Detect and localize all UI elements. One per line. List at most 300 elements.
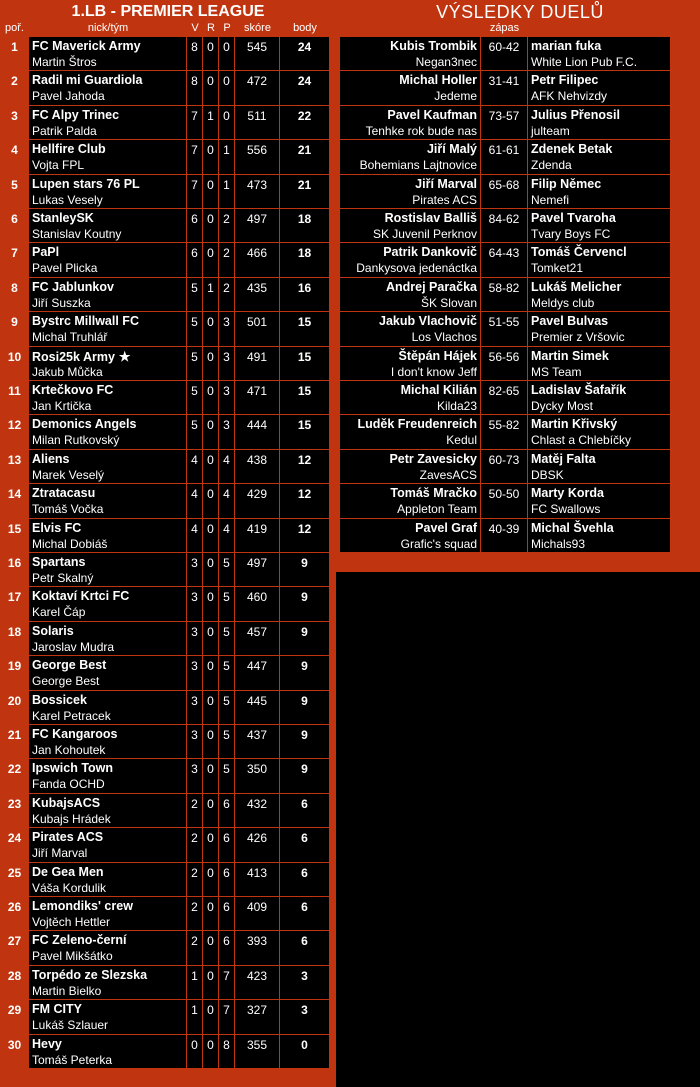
team-name: Hevy [32,1036,62,1051]
away-team: White Lion Pub F.C. [531,55,638,69]
points-cell: 9 [280,759,330,793]
away-team: Tomket21 [531,261,584,276]
draws-cell: 0 [203,553,219,587]
draws-cell: 1 [203,278,219,312]
team-cell [29,278,187,312]
home-manager: Luděk Freudenreich [357,417,477,432]
team-name: FM CITY [32,1002,82,1017]
score-cell: 423 [235,966,280,1000]
wins-cell: 3 [187,691,203,725]
home-team: Appleton Team [397,502,477,517]
wins-cell: 3 [187,656,203,690]
wins-cell: 5 [187,381,203,415]
draws-cell: 0 [203,725,219,759]
player-name: Marek Veselý [32,467,105,482]
away-manager: Petr Filipec [531,73,599,88]
match-score: 65-68 [481,175,528,209]
header-rank: poř. [5,22,24,34]
table-row [0,1035,336,1069]
away-cell [528,519,670,553]
team-name: FC Maverick Army [32,39,141,53]
team-cell [29,519,187,553]
player-name: Karel Petracek [32,708,111,723]
team-name: Hellfire Club [32,142,106,157]
team-name: Elvis FC [32,520,82,535]
draws-cell: 0 [203,175,219,209]
away-team: FC Swallows [531,502,601,517]
away-cell [528,381,670,415]
match-score: 73-57 [481,106,528,140]
standings-title: 1.LB - PREMIER LEAGUE [71,3,265,20]
rank-cell: 7 [11,246,18,261]
table-row [0,37,336,71]
rank-cell: 12 [7,418,22,433]
team-name: Aliens [32,451,70,466]
team-name: Bossicek [32,692,87,707]
header-draws: R [207,22,215,34]
home-manager: Jakub Vlachovič [379,314,477,329]
rank-cell: 22 [7,762,22,777]
home-team: ŠK Slovan [420,295,477,310]
home-team: Kilda23 [436,399,477,413]
wins-cell: 2 [187,931,203,965]
draws-cell: 0 [203,587,219,621]
match-score: 64-43 [481,243,528,277]
team-cell [29,243,187,277]
duel-row [340,347,670,381]
home-manager: Michal Kilián [400,383,477,397]
losses-cell: 0 [219,37,235,71]
match-score: 40-39 [481,519,528,553]
team-cell [29,897,187,931]
home-manager: Rostislav Balliš [384,211,477,225]
player-name: Karel Čáp [32,605,86,620]
losses-cell: 3 [219,312,235,346]
duel-row [340,519,670,553]
rank-cell: 17 [7,590,22,605]
wins-cell: 3 [187,759,203,793]
points-cell: 9 [280,553,330,587]
score-cell: 419 [235,519,280,553]
team-name: George Best [32,658,107,673]
team-name: Lemondiks' crew [32,899,133,913]
away-manager: Pavel Tvaroha [531,211,616,225]
rank-cell: 4 [11,143,18,158]
header-name: nick/tým [87,22,129,34]
score-cell: 447 [235,656,280,690]
wins-cell: 7 [187,106,203,140]
player-name: Stanislav Koutny [32,227,122,241]
losses-cell: 7 [219,1000,235,1034]
rank-cell: 19 [7,659,22,674]
table-row [0,587,336,621]
duel-row [340,450,670,484]
away-cell [528,415,670,449]
team-name: Radil mi Guardiola [32,73,143,88]
points-cell: 9 [280,656,330,690]
draws-cell: 0 [203,484,219,518]
match-score: 55-82 [481,415,528,449]
team-name: Pirates ACS [32,830,104,845]
away-team: Nemefi [531,192,570,207]
draws-cell: 0 [203,759,219,793]
home-manager: Pavel Kaufman [387,107,477,122]
home-team: I don't know Jeff [390,364,477,379]
home-team: Dankysova jedenáctka [356,261,477,276]
wins-cell: 2 [187,863,203,897]
wins-cell: 1 [187,966,203,1000]
draws-cell: 0 [203,415,219,449]
score-cell: 501 [235,312,280,346]
team-name: De Gea Men [32,864,104,879]
points-cell: 12 [280,484,330,518]
player-name: Martin Štros [32,55,97,69]
home-team: Bohemians Lajtnovice [359,158,477,173]
losses-cell: 5 [219,656,235,690]
away-manager: marian fuka [531,39,602,53]
wins-cell: 7 [187,175,203,209]
draws-cell: 0 [203,312,219,346]
losses-cell: 3 [219,381,235,415]
points-cell: 9 [280,725,330,759]
team-cell [29,1035,187,1069]
away-manager: Michal Švehla [531,520,614,535]
team-cell [29,140,187,174]
match-score: 60-73 [481,450,528,484]
draws-cell: 0 [203,450,219,484]
rank-cell: 29 [7,1003,22,1018]
losses-cell: 2 [219,209,235,243]
score-cell: 432 [235,794,280,828]
rank-cell: 25 [7,865,22,880]
score-cell: 438 [235,450,280,484]
rank-cell: 28 [7,968,22,983]
score-cell: 355 [235,1035,280,1069]
team-name: PaPl [32,245,60,260]
team-cell [29,656,187,690]
team-cell [29,209,187,243]
team-name: StanleySK [32,211,94,225]
team-name: Ztratacasu [32,486,96,501]
player-name: Lukas Vesely [32,192,103,207]
losses-cell: 6 [219,897,235,931]
duel-row [340,278,670,312]
wins-cell: 3 [187,725,203,759]
points-cell: 6 [280,863,330,897]
away-manager: Filip Němec [531,176,602,191]
away-cell [528,312,670,346]
home-cell [340,415,481,449]
score-cell: 409 [235,897,280,931]
score-cell: 497 [235,553,280,587]
losses-cell: 6 [219,931,235,965]
rank-cell: 9 [11,315,18,330]
player-name: Pavel Jahoda [32,89,105,104]
losses-cell: 7 [219,966,235,1000]
duel-row [340,175,670,209]
rank-cell: 21 [7,728,22,742]
table-row [0,553,336,587]
match-score: 60-42 [481,37,528,71]
rank-cell: 3 [11,108,18,123]
player-name: Patrik Palda [32,123,97,138]
wins-cell: 5 [187,312,203,346]
match-score: 31-41 [481,71,528,105]
player-name: Fanda OCHD [32,777,105,792]
away-team: Tvary Boys FC [531,227,611,241]
home-team: ZavesACS [419,467,477,482]
home-manager: Andrej Paračka [385,279,477,294]
away-cell [528,37,670,71]
rank-cell: 8 [11,280,18,295]
losses-cell: 1 [219,140,235,174]
points-cell: 21 [280,175,330,209]
points-cell: 24 [280,71,330,105]
team-name: Rosi25k Army ★ [32,348,131,364]
away-cell [528,278,670,312]
losses-cell: 0 [219,106,235,140]
draws-cell: 0 [203,966,219,1000]
wins-cell: 6 [187,209,203,243]
player-name: Váša Kordulik [32,880,107,895]
score-cell: 429 [235,484,280,518]
rank-cell: 27 [7,934,22,949]
home-team: SK Juvenil Perknov [372,227,477,241]
points-cell: 12 [280,519,330,553]
table-row [0,828,336,862]
away-team: Chlast a Chlebíčky [531,433,632,448]
match-score: 84-62 [481,209,528,243]
home-cell [340,106,481,140]
player-name: Jan Kohoutek [32,743,106,757]
points-cell: 9 [280,691,330,725]
home-cell [340,484,481,518]
wins-cell: 2 [187,828,203,862]
points-cell: 18 [280,243,330,277]
away-team: AFK Nehvizdy [531,89,608,104]
table-row [0,415,336,449]
away-team: DBSK [531,467,564,482]
away-manager: Martin Simek [531,348,609,363]
header-wins: V [191,22,199,34]
losses-cell: 0 [219,71,235,105]
player-name: Kubajs Hrádek [32,811,111,826]
table-row [0,278,336,312]
team-cell [29,175,187,209]
table-row [0,450,336,484]
table-row [0,759,336,793]
team-cell [29,966,187,1000]
rank-cell: 15 [7,521,22,536]
away-team: MS Team [531,364,582,379]
table-row [0,484,336,518]
draws-cell: 1 [203,106,219,140]
losses-cell: 5 [219,759,235,793]
table-row [0,656,336,690]
team-name: Lupen stars 76 PL [32,176,140,191]
points-cell: 6 [280,931,330,965]
wins-cell: 4 [187,484,203,518]
draws-cell: 0 [203,347,219,381]
wins-cell: 7 [187,140,203,174]
home-cell [340,381,481,415]
losses-cell: 4 [219,450,235,484]
away-cell [528,243,670,277]
rank-cell: 5 [11,177,18,192]
team-name: KubajsACS [32,795,101,810]
losses-cell: 1 [219,175,235,209]
score-cell: 457 [235,622,280,656]
losses-cell: 6 [219,794,235,828]
wins-cell: 6 [187,243,203,277]
rank-cell: 2 [11,74,18,89]
away-manager: Ladislav Šafařík [531,383,627,397]
player-name: Milan Rutkovský [32,433,120,448]
losses-cell: 5 [219,691,235,725]
player-name: Pavel Mikšátko [32,949,113,964]
header-match: zápas [489,22,520,34]
team-cell [29,587,187,621]
team-cell [29,415,187,449]
wins-cell: 2 [187,897,203,931]
score-cell: 350 [235,759,280,793]
home-team: Tenhke rok bude nas [365,123,477,138]
draws-cell: 0 [203,71,219,105]
player-name: Martin Bielko [32,983,102,998]
team-name: Bystrc Millwall FC [32,314,139,329]
away-team: Premier z Vršovic [531,330,625,345]
team-cell [29,931,187,965]
rank-cell: 24 [7,831,22,846]
losses-cell: 3 [219,347,235,381]
player-name: Vojta FPL [32,158,85,173]
score-cell: 445 [235,691,280,725]
duel-row [340,415,670,449]
home-cell [340,243,481,277]
team-name: FC Alpy Trinec [32,107,120,122]
player-name: Tomáš Vočka [32,502,104,517]
draws-cell: 0 [203,1000,219,1034]
score-cell: 511 [235,106,280,140]
away-manager: Marty Korda [531,486,604,501]
points-cell: 24 [280,37,330,71]
match-score: 56-56 [481,347,528,381]
team-name: Demonics Angels [32,417,137,432]
away-cell [528,106,670,140]
draws-cell: 0 [203,37,219,71]
home-manager: Michal Holler [399,73,477,88]
home-cell [340,140,481,174]
home-manager: Kubis Trombik [390,39,477,53]
away-cell [528,175,670,209]
draws-cell: 0 [203,622,219,656]
home-manager: Petr Zavesicky [389,451,477,466]
score-cell: 435 [235,278,280,312]
score-cell: 472 [235,71,280,105]
losses-cell: 4 [219,519,235,553]
match-score: 50-50 [481,484,528,518]
score-cell: 393 [235,931,280,965]
duels-title: VÝSLEDKY DUELŮ [436,2,604,22]
losses-cell: 6 [219,828,235,862]
duel-row [340,484,670,518]
table-row [0,347,336,381]
wins-cell: 2 [187,794,203,828]
player-name: Jaroslav Mudra [32,639,115,654]
points-cell: 15 [280,415,330,449]
table-row [0,140,336,174]
draws-cell: 0 [203,243,219,277]
score-cell: 491 [235,347,280,381]
losses-cell: 5 [219,622,235,656]
team-cell [29,347,187,381]
header-losses: P [223,22,231,34]
table-row [0,175,336,209]
losses-cell: 3 [219,415,235,449]
away-manager: Pavel Bulvas [531,314,609,329]
home-manager: Tomáš Mračko [390,486,477,501]
points-cell: 16 [280,278,330,312]
wins-cell: 3 [187,587,203,621]
duel-row [340,71,670,105]
home-manager: Jiří Marval [415,176,477,191]
match-score: 61-61 [481,140,528,174]
points-cell: 9 [280,622,330,656]
losses-cell: 2 [219,243,235,277]
player-name: Michal Truhlář [32,330,108,345]
team-name: Torpédo ze Slezska [32,967,148,982]
score-cell: 497 [235,209,280,243]
team-cell [29,622,187,656]
team-name: Solaris [32,623,74,638]
points-cell: 15 [280,381,330,415]
away-manager: Tomáš Červencl [531,245,627,260]
home-cell [340,71,481,105]
draws-cell: 0 [203,691,219,725]
wins-cell: 5 [187,278,203,312]
team-cell [29,312,187,346]
table-row [0,931,336,965]
team-name: Spartans [32,555,86,569]
away-manager: Zdenek Betak [531,142,613,157]
away-manager: Matěj Falta [531,451,596,466]
home-manager: Štěpán Hájek [398,348,477,363]
team-cell [29,863,187,897]
score-cell: 460 [235,587,280,621]
player-name: George Best [32,674,100,689]
wins-cell: 3 [187,553,203,587]
home-cell [340,519,481,553]
away-cell [528,140,670,174]
draws-cell: 0 [203,828,219,862]
rank-cell: 30 [7,1037,22,1052]
rank-cell: 13 [7,452,22,467]
wins-cell: 4 [187,450,203,484]
team-name: Ipswich Town [32,761,114,776]
player-name: Jiří Suszka [32,295,91,310]
duel-row [340,209,670,243]
table-row [0,243,336,277]
team-cell [29,381,187,415]
rank-cell: 11 [8,384,21,398]
points-cell: 6 [280,897,330,931]
score-cell: 437 [235,725,280,759]
wins-cell: 8 [187,37,203,71]
rank-cell: 6 [11,212,18,226]
player-name: Tomáš Peterka [32,1052,113,1067]
table-row [0,897,336,931]
rank-cell: 18 [7,624,22,639]
